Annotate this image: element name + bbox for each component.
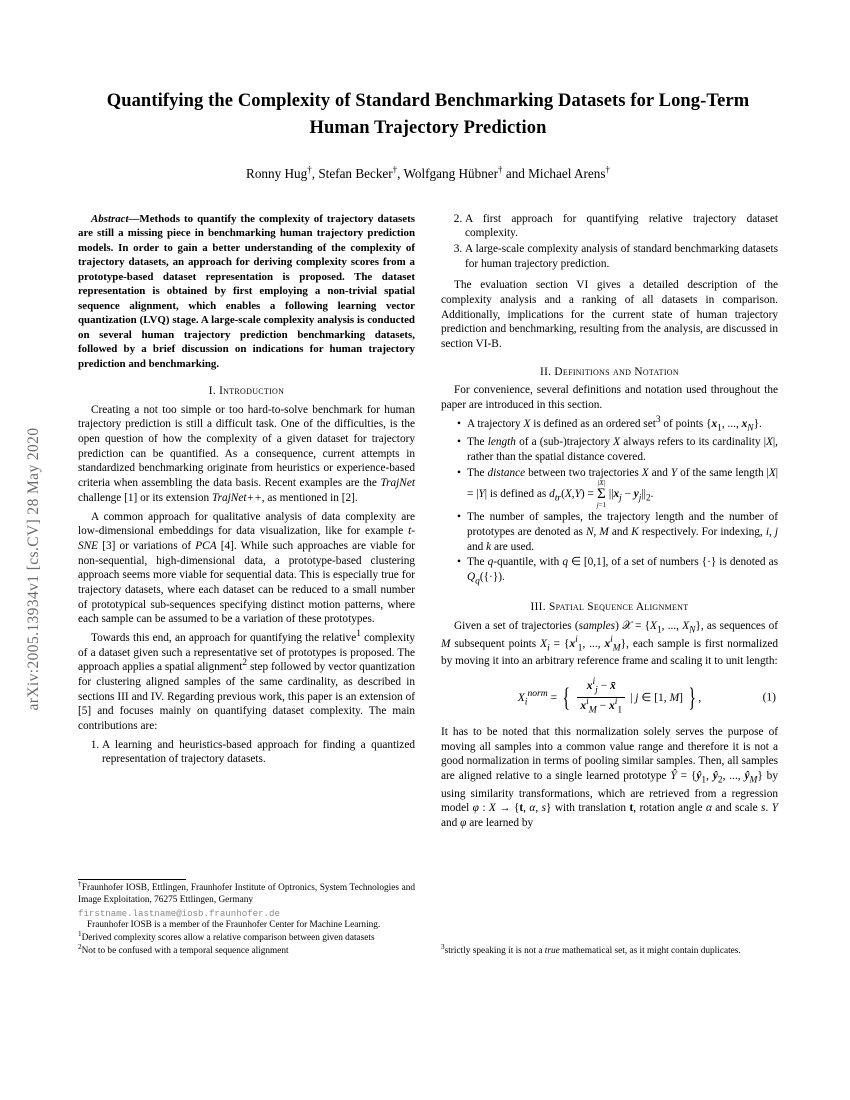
author-list: Ronny Hug†, Stefan Becker†, Wolfgang Hübner† and Michael Arens† — [246, 164, 610, 181]
list-item: 1. A learning and heuristics-based approach for finding a quantized representation of trajectory datasets. — [102, 738, 415, 767]
list-item: • The q-quantile, with q ∈ [0,1], of a set of numbers {·} is denoted as $Q_q(\{\cdot\})$. — [457, 555, 778, 587]
contributions-list — [78, 738, 415, 767]
equation-1: $X_i^{norm}$ = { $\frac{x^i_j - x̄}{x^i_M - x^i_1}$ | j ∈ [1, M] } , (1) — [517, 675, 776, 716]
list-item: • A trajectory X is defined as an ordered set$^3$ of points {$x_1$, ..., $x_N$}. — [457, 417, 778, 434]
footnote-2: $^2$Not to be confused with a temporal sequence alignment — [78, 942, 289, 956]
page-title: Quantifying the Complexity of Standard Benchmarking Datasets for Long-Term Human Trajectory Prediction — [106, 91, 750, 138]
alignment-paragraph-1: Given a set of trajectories (samples) 𝒳 = {$X_1$, ..., $X_N$}, as sequences of M subsequent points $X_i = \{x^i_1$, ..., $x^i_M$}, each sample is first normalized by moving it into an arbitrary reference frame and scaling it to unit length: — [441, 620, 778, 667]
intro-paragraph-1: Creating a not too simple or too hard-to-solve benchmark for human trajectory prediction is still a difficult task. One of the difficulties, is the open question of how the complexity of a given dataset for trajectory prediction can be quantified. As a consequence, current attempts in standardized benchmarking originate from heuristics or experience-based criteria when assembling the data basis. Recent examples are the TrajNet challenge [1] or its extension TrajNet++, as mentioned in [2]. — [78, 403, 415, 504]
footnote-1: $^1$Derived complexity scores allow a relative comparison between given datasets — [78, 929, 375, 944]
footnote-center: Fraunhofer IOSB is a member of the Fraunhofer Center for Machine Learning. — [87, 920, 381, 931]
section-heading-alignment: III. Spatial Sequence Alignment — [530, 601, 689, 614]
two-column-body — [78, 212, 778, 959]
intro-paragraph-2: A common approach for qualitative analysis of data complexity are low-dimensional embeddings for data visualization, like for example t-SNE [3] or variations of PCA [4]. While such approaches are viable for non-sequential, high-dimensional data, a prototype-based clustering approach seems more viable for sequential data. This is especially true for trajectory datasets, where each dataset can be reduced to a small number of prototypical sub-sequences specifying distinct motion patterns, where each sample can be assumed to be a variation of these prototypes. — [78, 510, 415, 626]
abstract-label: Abstract— — [91, 212, 140, 225]
intro-paragraph-3: Towards this end, an approach for quantifying the relative$^1$ complexity of a dataset given such a representative set of prototypes is proposed. The approach applies a spatial alignment$^2$ step followed by vector quantization for clustering aligned samples of the same cardinality, as described in sections III and IV. Regarding previous work, this paper is an extension of [5] and focuses mainly on quantifying dataset complexity. The main contributions are: — [78, 629, 416, 732]
section-heading-introduction: I. Introduction — [208, 385, 285, 398]
left-column — [78, 212, 415, 959]
list-item: 2. A first approach for quantifying relative trajectory dataset complexity. — [465, 212, 778, 241]
section-heading-definitions: II. Definitions and Notation — [540, 365, 679, 378]
footnote-affiliation: †Fraunhofer IOSB, Ettlingen, Fraunhofer Institute of Optronics, System Technologies and Image Exploitation, 76275 Ettlingen, Germany — [78, 880, 416, 905]
list-item: 3. A large-scale complexity analysis of standard benchmarking datasets for human trajectory prediction. — [465, 242, 778, 271]
abstract-text: Methods to quantify the complexity of trajectory datasets are still a missing piece in benchmarking human trajectory prediction models. In order to gain a better understanding of the complexity of trajectory datasets, an approach for deriving complexity scores from a prototype-based dataset representation is proposed. The dataset representation is obtained by first employing a non-trivial spatial sequence alignment, which enables a following learning vector quantization (LVQ) stage. A large-scale complexity analysis is conducted on several human trajectory prediction benchmarking datasets, followed by a brief discussion on indications for human trajectory prediction and benchmarking. — [78, 212, 415, 370]
list-item: • The distance between two trajectories X and Y of the same length |X| = |Y| is defined as $d_{tr}(X,Y)$ = |X| Σ j=1 $||x_j - y_j||_2$. — [457, 466, 778, 510]
right-column — [441, 212, 778, 959]
footnote-3: $^3$strictly speaking it is not a true mathematical set, as it might contain duplicates. — [441, 942, 741, 956]
equation-number: (1) — [762, 691, 776, 704]
footnote-rule — [78, 879, 186, 880]
alignment-paragraph-2: It has to be noted that this normalization solely serves the purpose of moving all samples into a common value range and therefore it is not a good normalization in terms of pooling similar samples. Then, all samples are aligned relative to a single learned prototype Ŷ = {$ŷ_1$, $ŷ_2$, ..., $ŷ_M$} by using similarity transformations, which are retrieved from a regression model φ : X → {t, α, s} with translation t, rotation angle α and scale s. Y and φ are learned by — [441, 726, 778, 829]
list-item: • The number of samples, the trajectory length and the number of prototypes are denoted as N, M and K respectively. For indexing, i, j and k are used. — [457, 510, 778, 554]
footnote-email: firstname.lastname@iosb.fraunhofer.de — [78, 907, 280, 919]
arxiv-identifier-stamp: arXiv:2005.13934v1 [cs.CV] 28 May 2020 — [25, 427, 42, 711]
contributions-list-continued — [441, 212, 778, 272]
footnotes-right — [441, 942, 778, 959]
paper-content — [78, 88, 778, 959]
definitions-intro: For convenience, several definitions and notation used throughout the paper are introduced in this section. — [441, 384, 778, 412]
definitions-list — [441, 414, 778, 588]
evaluation-paragraph: The evaluation section VI gives a detailed description of the complexity analysis and a ranking of all datasets in comparison. Additionally, implications for the current state of human trajectory prediction and benchmarking, resulting from the analysis, are discussed in section VI-B. — [441, 279, 778, 350]
footnotes-left — [78, 879, 415, 959]
list-item: • The length of a (sub-)trajectory X always refers to its cardinality |X|, rather than the spatial distance covered. — [457, 435, 778, 464]
abstract-block — [78, 212, 415, 372]
